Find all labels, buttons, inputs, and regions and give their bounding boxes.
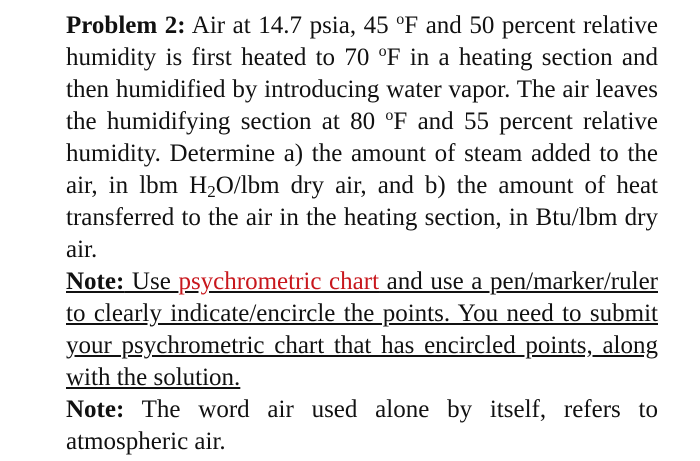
note-text-1: Use bbox=[124, 268, 179, 295]
degree-symbol: o bbox=[385, 107, 394, 124]
document-body bbox=[66, 10, 658, 458]
note-instructions bbox=[66, 266, 658, 394]
note-definition bbox=[66, 394, 658, 458]
degree-symbol: o bbox=[378, 43, 387, 60]
degree-symbol: o bbox=[396, 11, 405, 28]
problem-text-5: O/lbm dry air, and b) the amount of heat transferred to the air in the heating section, in Btu/lbm dry air. bbox=[66, 172, 659, 263]
note-text-2: and use a pen/marker/ruler to clearly indicate/encircle the points. You need to submit your psychrometric chart that has encircled points, along with the solution. bbox=[66, 268, 658, 391]
psychrometric-chart-link[interactable]: psychrometric chart bbox=[178, 268, 380, 295]
problem-statement bbox=[66, 10, 658, 266]
note-definition-text: The word air used alone by itself, refers to atmospheric air. bbox=[66, 396, 658, 455]
note-label: Note: bbox=[66, 268, 125, 295]
problem-label: Problem 2: bbox=[66, 12, 186, 39]
subscript-two: 2 bbox=[207, 182, 216, 201]
problem-text-4: F and 55 percent relative humidity. Determine a) the amount of steam added to the air, in lbm H bbox=[66, 108, 658, 199]
problem-text-3: F in a heating section and then humidified by introducing water vapor. The air leaves the humidifying section at 80 bbox=[66, 44, 658, 135]
note-label: Note: bbox=[66, 396, 125, 423]
problem-text-1: Air at 14.7 psia, 45 bbox=[185, 12, 397, 39]
problem-text-2: F and 50 percent relative humidity is first heated to 70 bbox=[66, 12, 659, 71]
